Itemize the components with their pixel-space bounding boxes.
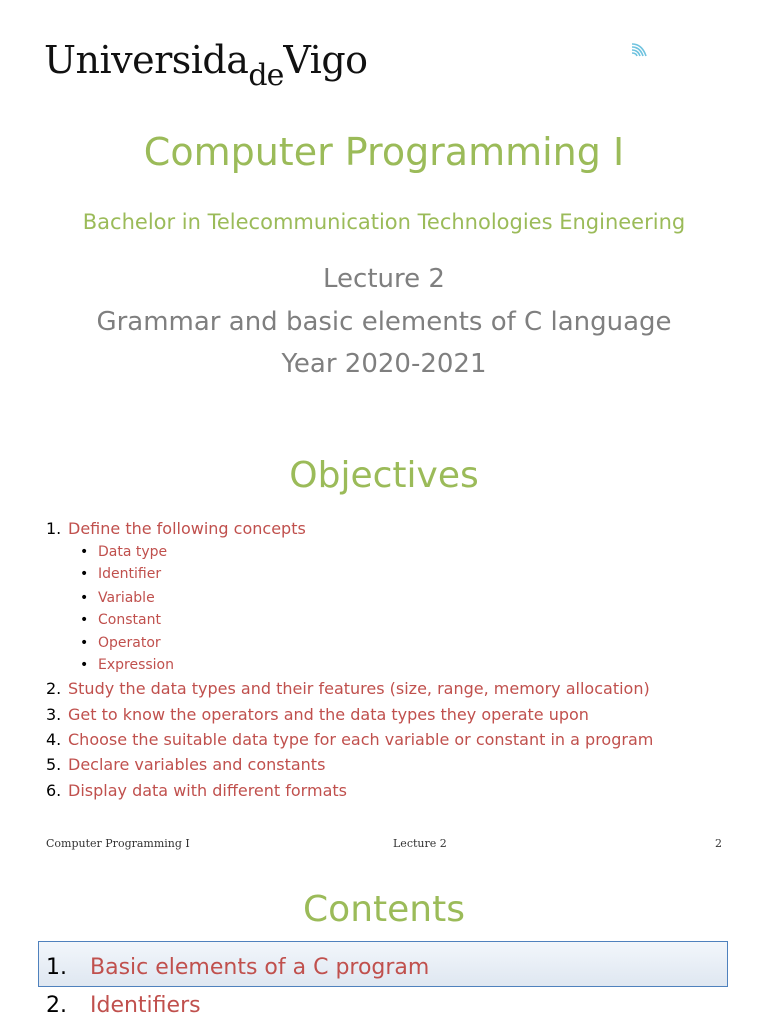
lecture-topic: Grammar and basic elements of C language [96,307,672,337]
concept-text: Expression [98,657,174,673]
contents-item[interactable] [46,991,201,1021]
objective-number: 3. [46,705,62,724]
objective-text: Get to know the operators and the data types they operate upon [68,705,589,724]
signal-waves-icon [628,38,652,62]
objective-number: 5. [46,755,62,774]
bullet: • [80,657,89,673]
objective-number: 1. [46,519,62,538]
objective-text: Choose the suitable data type for each variable or constant in a program [68,730,654,749]
concept-item [80,610,161,630]
bullet: • [80,635,89,651]
contents-text: Identifiers [90,993,201,1018]
footer-course-name: Computer Programming I [46,837,190,850]
logo-text-vigo: Vigo [283,38,368,82]
objective-number: 2. [46,679,62,698]
objective-item [46,754,746,776]
concept-text: Operator [98,635,161,651]
bullet: • [80,566,89,582]
logo-text-de: de [248,58,284,93]
contents-number: 1. [46,955,67,980]
objective-text: Declare variables and constants [68,755,326,774]
concept-item [80,633,161,653]
contents-number: 2. [46,993,67,1018]
degree-subtitle: Bachelor in Telecommunication Technologies Engineering [82,210,686,234]
objectives-title: Objectives [289,455,479,496]
objective-number: 6. [46,781,62,800]
contents-title: Contents [303,889,465,930]
objective-item [46,678,746,700]
objective-item [46,518,746,540]
bullet: • [80,544,89,560]
objective-item [46,729,746,751]
objective-text: Display data with different formats [68,781,347,800]
university-logo [44,36,368,93]
objective-item [46,704,746,726]
concept-text: Variable [98,590,155,606]
concept-text: Data type [98,544,168,560]
logo-text-universida: Universida [44,38,249,82]
concept-text: Identifier [98,566,162,582]
course-title: Computer Programming I [143,130,625,174]
bullet: • [80,612,89,628]
objective-item [46,780,746,802]
concept-item [80,564,161,584]
objective-text: Study the data types and their features (size, range, memory allocation) [68,679,650,698]
contents-item[interactable] [46,953,429,983]
bullet: • [80,590,89,606]
contents-text: Basic elements of a C program [90,955,430,980]
footer-page-number: 2 [715,837,722,850]
concept-item [80,588,155,608]
concept-text: Constant [98,612,161,628]
objective-number: 4. [46,730,62,749]
concept-item [80,542,167,562]
footer-lecture: Lecture 2 [393,837,447,850]
objective-text: Define the following concepts [68,519,306,538]
academic-year: Year 2020-2021 [281,349,487,379]
concept-item [80,655,174,675]
lecture-number: Lecture 2 [323,264,445,294]
